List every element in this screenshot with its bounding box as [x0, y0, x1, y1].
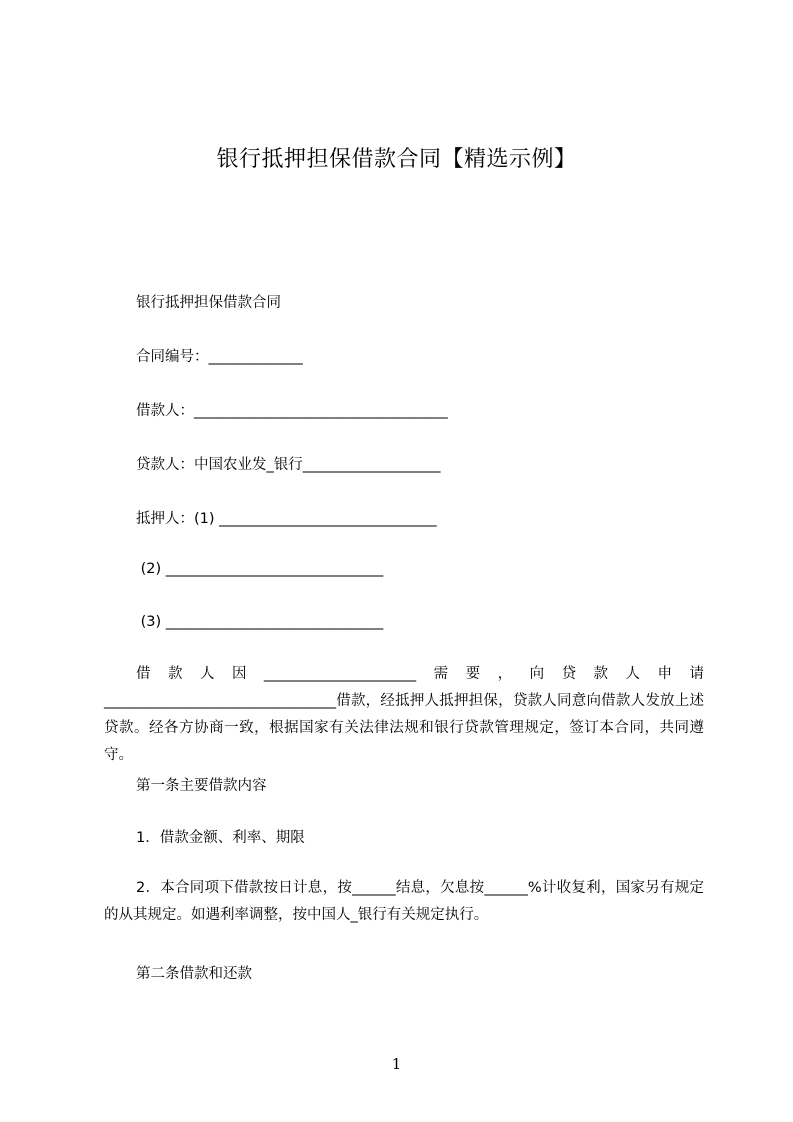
- contract-number-field: 合同编号：_____________: [136, 349, 303, 365]
- interest-paragraph: 2．本合同项下借款按日计息，按______结息，欠息按______%计收复利，国家另有规定的从其规定。如遇利率调整，按中国人_银行有关规定执行。: [104, 880, 704, 923]
- document-title: 银行抵押担保借款合同【精选示例】: [216, 147, 577, 172]
- mortgagor-2-field: (2) ______________________________: [136, 561, 384, 577]
- borrower-field: 借款人：___________________________________: [136, 403, 448, 419]
- contract-name: 银行抵押担保借款合同: [136, 295, 281, 311]
- mortgagor-1-field: 抵押人：(1) ______________________________: [136, 511, 437, 527]
- preamble-paragraph: 借款人因_____________________需要，向贷款人申请________________________________借款，经抵押人抵押担保，贷款人同意向借款人发放上述贷款。经各方协商一致，根据国家有关法律法规和银行贷款管理规定，签订本合同，共同遵守。: [104, 666, 704, 763]
- item-heading-1: 1．借款金额、利率、期限: [136, 830, 305, 846]
- page-number: 1: [391, 1055, 402, 1073]
- section-heading-1: 第一条主要借款内容: [136, 778, 267, 794]
- section-heading-2: 第二条借款和还款: [136, 966, 252, 982]
- lender-field: 贷款人：中国农业发_银行___________________: [136, 457, 441, 473]
- mortgagor-3-field: (3) ______________________________: [136, 614, 384, 630]
